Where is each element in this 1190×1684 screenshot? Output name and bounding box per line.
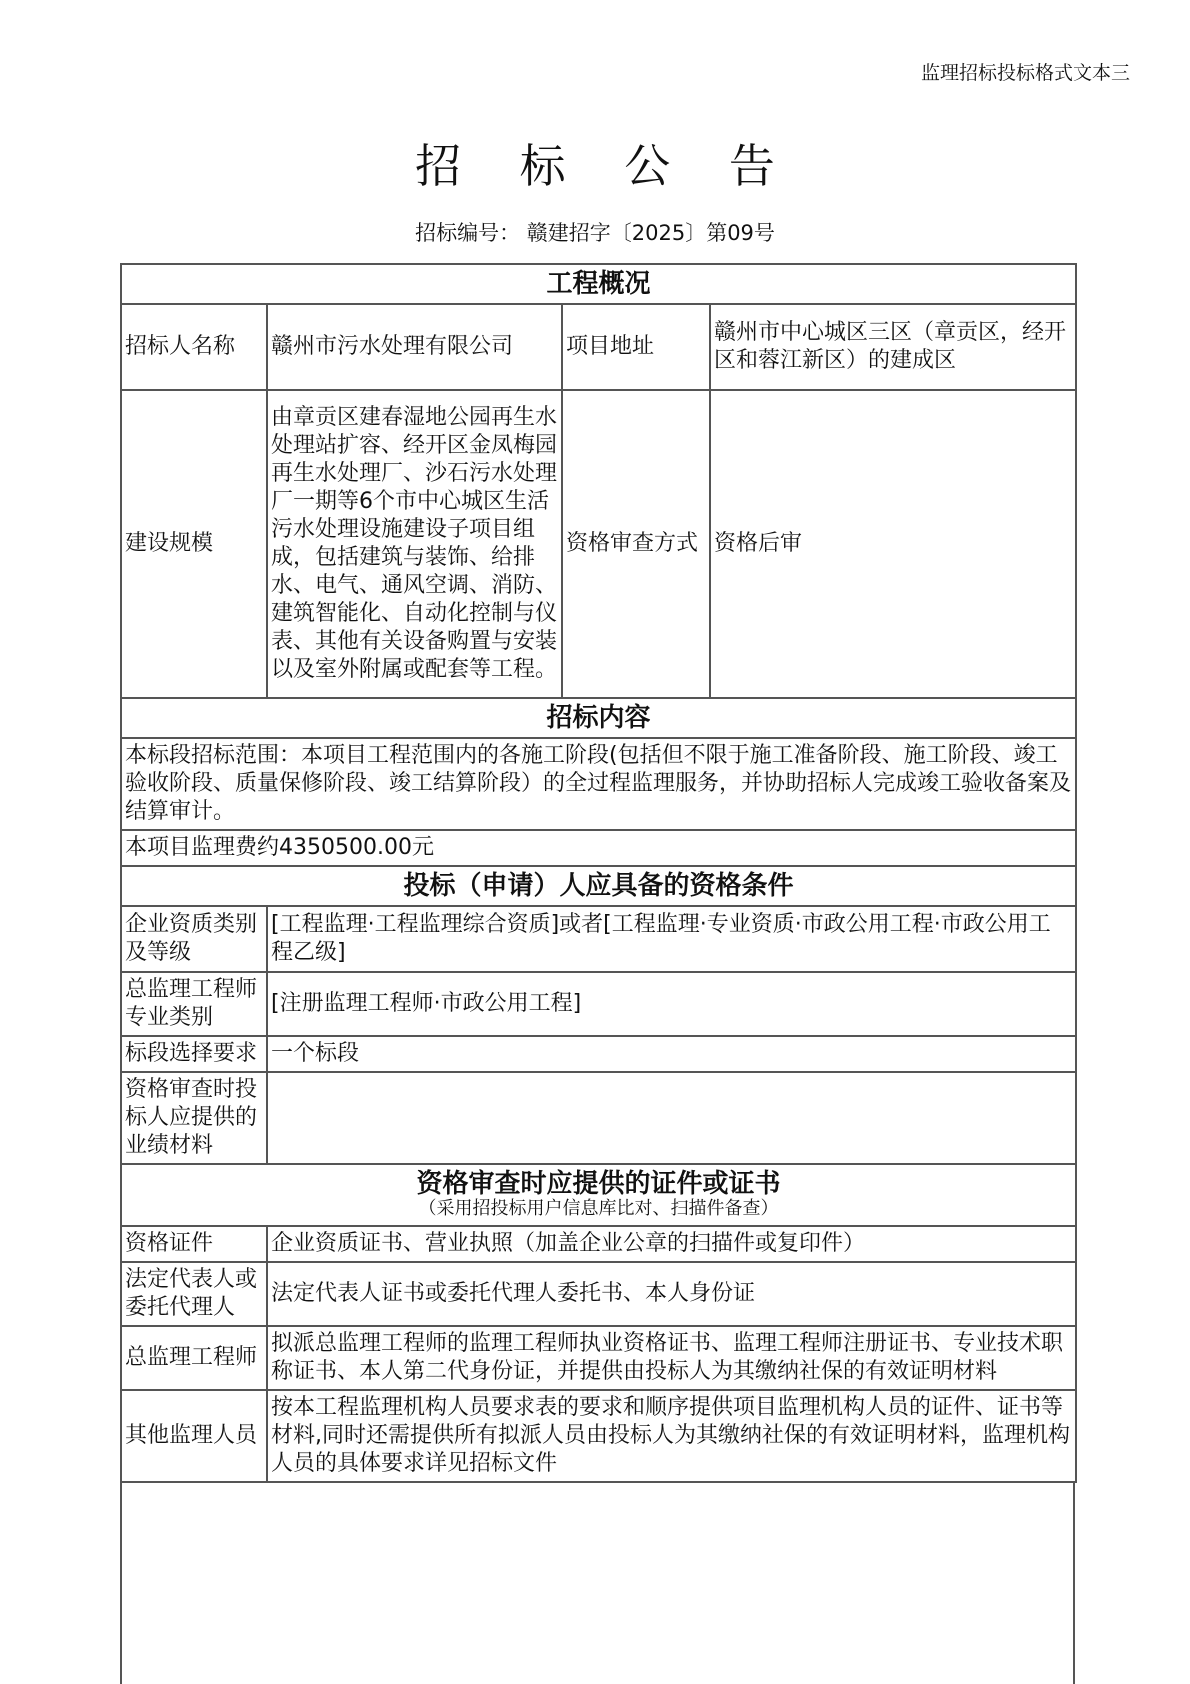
qualification-value: [注册监理工程师·市政公用工程] [267,972,1076,1036]
tenderer-label: 招标人名称 [121,304,267,390]
certificate-value: 法定代表人证书或委托代理人委托书、本人身份证 [267,1262,1076,1326]
certificate-label: 资格证件 [121,1226,267,1262]
overview-heading-row [121,264,1076,304]
certificate-label: 总监理工程师 [121,1326,267,1390]
certificates-heading-row [121,1164,1076,1226]
qualification-label: 总监理工程师专业类别 [121,972,267,1036]
bid-number: 招标编号： 赣建招字〔2025〕第09号 [415,221,775,245]
table-row [121,304,1076,390]
supervision-fee: 本项目监理费约4350500.00元 [121,830,1076,866]
table-row [121,1262,1076,1326]
table-row [121,906,1076,972]
location-value: 赣州市中心城区三区（章贡区，经开区和蓉江新区）的建成区 [710,304,1076,390]
qualification-value: [工程监理·工程监理综合资质]或者[工程监理·专业资质·市政公用工程·市政公用工程乙级] [267,906,1076,972]
content-heading-row [121,698,1076,738]
certificate-label: 其他监理人员 [121,1390,267,1482]
table-row [121,1072,1076,1164]
review-method-value: 资格后审 [710,390,1076,698]
certificates-subheading: （采用招投标用户信息库比对、扫描件备查） [418,1198,779,1219]
table-row [121,1226,1076,1262]
location-label: 项目地址 [562,304,710,390]
qualification-heading-row [121,866,1076,906]
certificate-value: 拟派总监理工程师的监理工程师执业资格证书、监理工程师注册证书、专业技术职称证书、本人第二代身份证，并提供由投标人为其缴纳社保的有效证明材料 [267,1326,1076,1390]
qualification-label: 资格审查时投标人应提供的业绩材料 [121,1072,267,1164]
certificate-label: 法定代表人或委托代理人 [121,1262,267,1326]
certificates-heading-title: 资格审查时应提供的证件或证书 [416,1169,781,1199]
table-row [121,830,1076,866]
table-row [121,390,1076,698]
review-method-label: 资格审查方式 [562,390,710,698]
qualification-label: 企业资质类别及等级 [121,906,267,972]
table-row [121,738,1076,830]
section-heading-content: 招标内容 [121,698,1076,738]
table-continuation [120,1483,1075,1684]
section-heading-certificates [121,1164,1076,1226]
bid-scope: 本标段招标范围：本项目工程范围内的各施工阶段(包括但不限于施工准备阶段、施工阶段、竣工验收阶段、质量保修阶段、竣工结算阶段）的全过程监理服务，并协助招标人完成竣工验收备案及结算审计。 [121,738,1076,830]
qualification-label: 标段选择要求 [121,1036,267,1072]
document-label: 监理招标投标格式文本三 [920,62,1130,84]
scale-value: 由章贡区建春湿地公园再生水处理站扩容、经开区金凤梅园再生水处理厂、沙石污水处理厂一期等6个市中心城区生活污水处理设施建设子项目组成，包括建筑与装饰、给排水、电气、通风空调、消防、建筑智能化、自动化控制与仪表、其他有关设备购置与安装以及室外附属或配套等工程。 [267,390,562,698]
table-row [121,1036,1076,1072]
page-title: 招 标 公 告 [415,139,797,193]
certificate-value: 企业资质证书、营业执照（加盖企业公章的扫描件或复印件） [267,1226,1076,1262]
qualification-value [267,1072,1076,1164]
section-heading-qualification: 投标（申请）人应具备的资格条件 [121,866,1076,906]
table-row [121,1326,1076,1390]
announcement-table [120,263,1077,1483]
certificate-value: 按本工程监理机构人员要求表的要求和顺序提供项目监理机构人员的证件、证书等材料,同时还需提供所有拟派人员由投标人为其缴纳社保的有效证明材料，监理机构人员的具体要求详见招标文件 [267,1390,1076,1482]
section-heading-overview: 工程概况 [121,264,1076,304]
tenderer-value: 赣州市污水处理有限公司 [267,304,562,390]
scale-label: 建设规模 [121,390,267,698]
qualification-value: 一个标段 [267,1036,1076,1072]
table-row [121,972,1076,1036]
table-row [121,1390,1076,1482]
